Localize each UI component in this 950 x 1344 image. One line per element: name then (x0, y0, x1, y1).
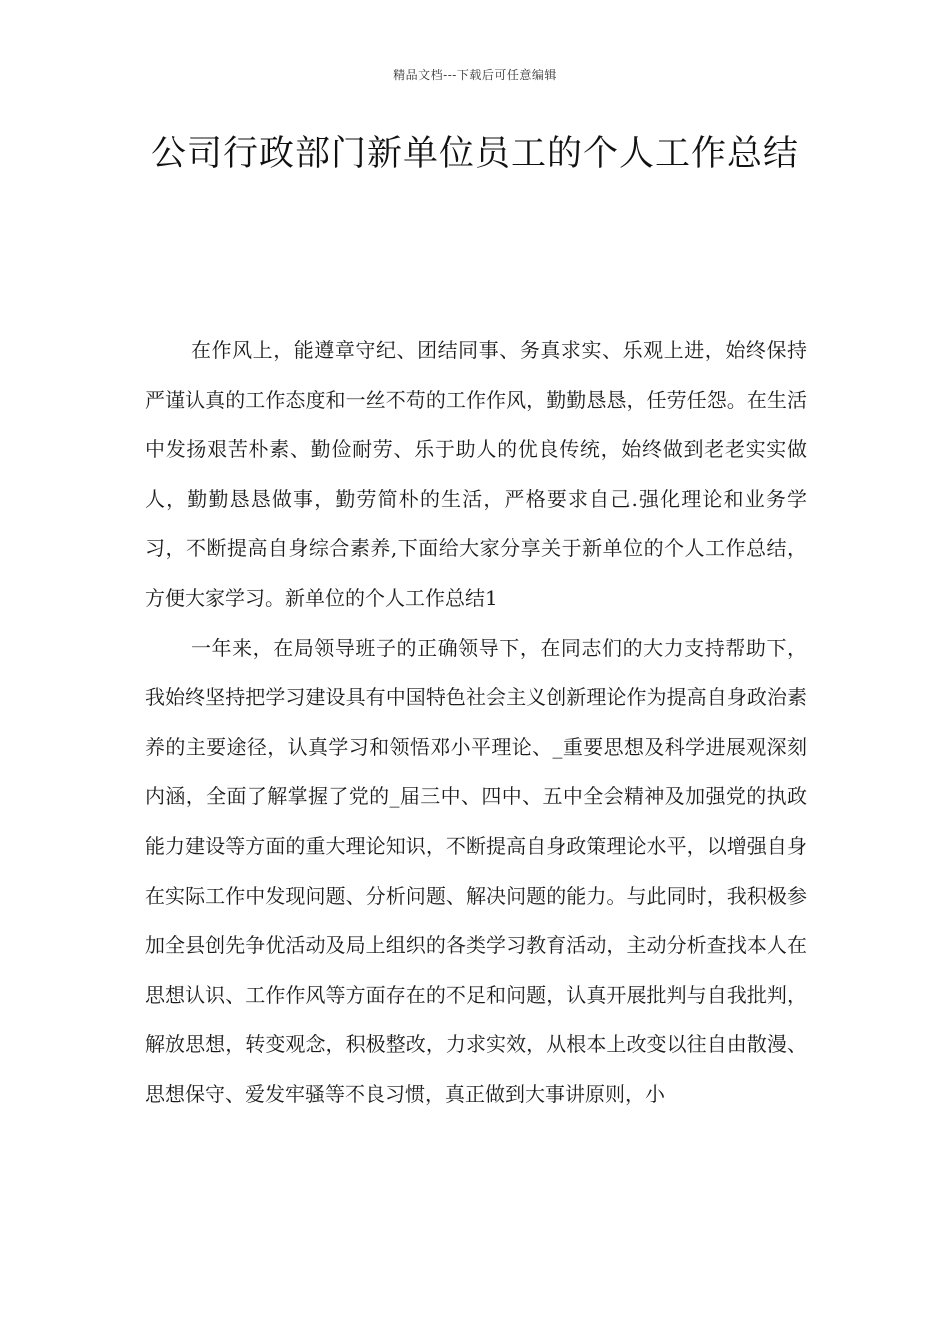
paragraph-1: 在作风上，能遵章守纪、团结同事、务真求实、乐观上进，始终保持严谨认真的工作态度和一丝不苟的工作作风，勤勤恳恳，任劳任怨。在生活中发扬艰苦朴素、勤俭耐劳、乐于助人的优良传统，始终做到老老实实做人，勤勤恳恳做事，勤劳简朴的生活，严格要求自己.强化理论和业务学习，不断提高自身综合素养,下面给大家分享关于新单位的个人工作总结，方便大家学习。新单位的个人工作总结1 (145, 338, 807, 610)
document-body (145, 326, 807, 1120)
document-title: 公司行政部门新单位员工的个人工作总结 (150, 134, 799, 174)
header-note: 精品文档---下载后可任意编辑 (393, 68, 557, 82)
paragraph-2: 一年来，在局领导班子的正确领导下，在同志们的大力支持帮助下，我始终坚持把学习建设具有中国特色社会主义创新理论作为提高自身政治素养的主要途径，认真学习和领悟邓小平理论、_重要思想及科学进展观深刻内涵，全面了解掌握了党的_届三中、四中、五中全会精神及加强党的执政能力建设等方面的重大理论知识，不断提高自身政策理论水平，以增强自身在实际工作中发现问题、分析问题、解决问题的能力。与此同时，我积极参加全县创先争优活动及局上组织的各类学习教育活动，主动分析查找本人在思想认识、工作作风等方面存在的不足和问题，认真开展批判与自我批判，解放思想，转变观念，积极整改，力求实效，从根本上改变以往自由散漫、思想保守、爱发牢骚等不良习惯，真正做到大事讲原则，小 (145, 635, 807, 1106)
